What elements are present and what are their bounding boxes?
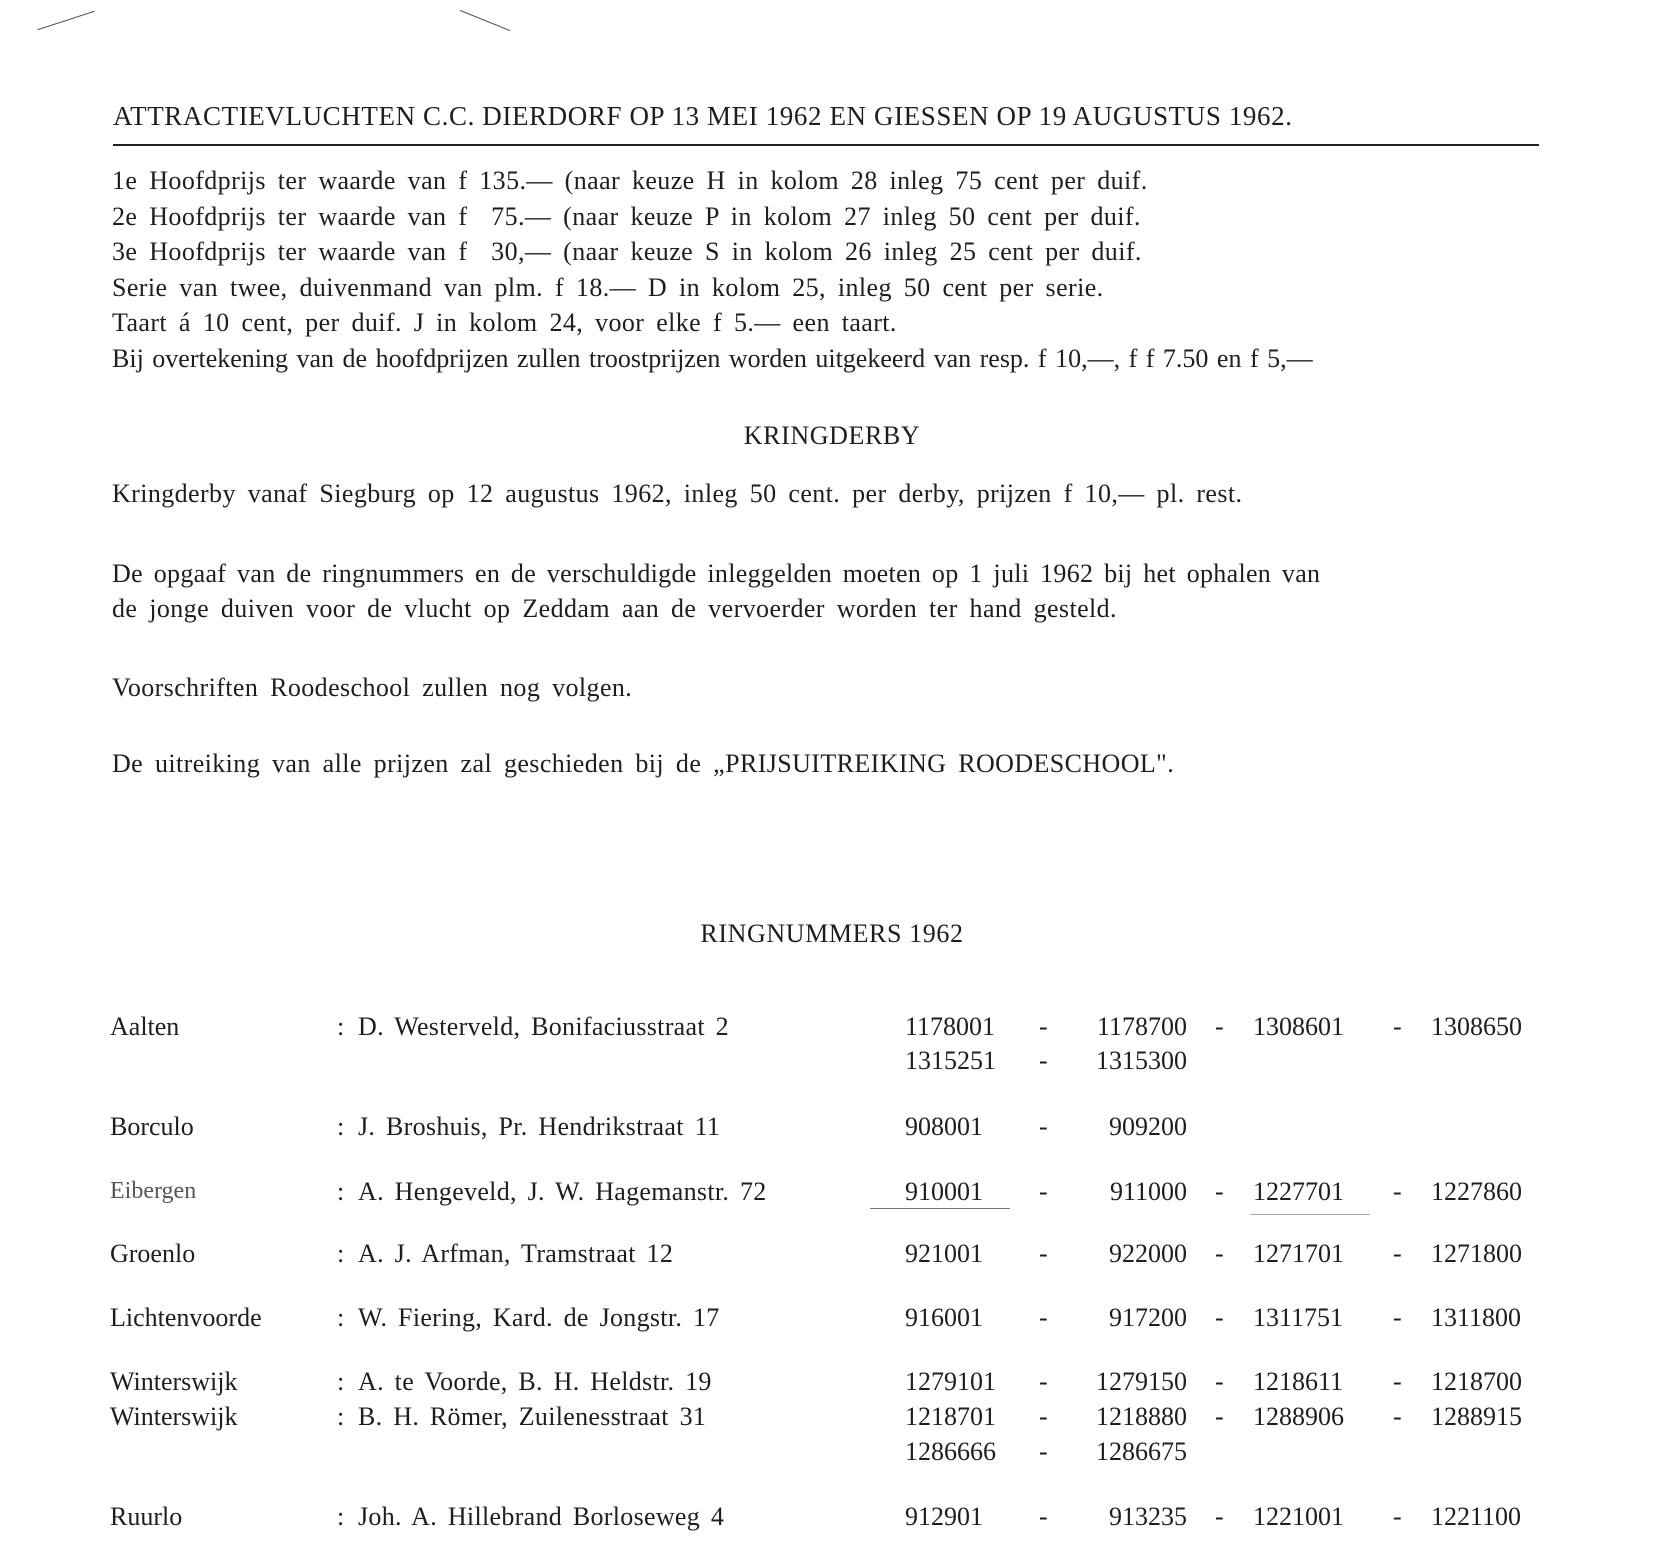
- range-start-cell: 921001: [905, 1239, 983, 1268]
- person-cell: A. Hengeveld, J. W. Hagemanstr. 72: [358, 1177, 767, 1206]
- dash-cell: -: [1039, 1012, 1048, 1041]
- dash-cell: -: [1039, 1046, 1048, 1075]
- table-row: [0, 1109, 1664, 1144]
- range-end-cell: 1218700: [1431, 1367, 1522, 1396]
- dash-cell: -: [1215, 1239, 1224, 1268]
- dash-cell: -: [1215, 1502, 1224, 1531]
- dash-cell: -: [1039, 1303, 1048, 1332]
- opgaaf-paragraph: [112, 556, 1552, 626]
- person-cell: A. J. Arfman, Tramstraat 12: [358, 1239, 674, 1268]
- dash-cell: -: [1393, 1303, 1402, 1332]
- dash-cell: -: [1215, 1303, 1224, 1332]
- range-end-cell: 1178700: [1096, 1012, 1187, 1041]
- place-cell: Lichtenvoorde: [110, 1303, 262, 1332]
- prize-line: Bij overtekening van de hoofdprijzen zullen troostprijzen worden uitgekeerd van resp. f 10,—, f f 7.50 en f 5,—: [112, 343, 1313, 373]
- person-cell: A. te Voorde, B. H. Heldstr. 19: [358, 1367, 712, 1396]
- range-end-cell: 1271800: [1431, 1239, 1522, 1268]
- range-start-cell: 1227701: [1253, 1177, 1344, 1206]
- kringderby-title: KRINGDERBY: [743, 421, 921, 450]
- range-end-cell: 1315300: [1096, 1046, 1187, 1075]
- dash-cell: -: [1393, 1177, 1402, 1206]
- dash-cell: -: [1039, 1437, 1048, 1466]
- person-cell: B. H. Römer, Zuilenesstraat 31: [358, 1402, 707, 1431]
- range-start-cell: 916001: [905, 1303, 983, 1332]
- dash-cell: -: [1039, 1402, 1048, 1431]
- range-start-cell: 1271701: [1253, 1239, 1344, 1268]
- range-start-cell: 1218701: [905, 1402, 996, 1431]
- range-end-cell: 911000: [1109, 1177, 1187, 1206]
- dash-cell: -: [1393, 1402, 1402, 1431]
- opgaaf-line: De opgaaf van de ringnummers en de verschuldigde inleggelden moeten op 1 juli 1962 bij het ophalen van: [112, 559, 1321, 588]
- separator-cell: :: [337, 1177, 345, 1206]
- dash-cell: -: [1039, 1177, 1048, 1206]
- dash-cell: -: [1393, 1239, 1402, 1268]
- range-end-cell: 922000: [1109, 1239, 1187, 1268]
- separator-cell: :: [337, 1367, 345, 1396]
- dash-cell: -: [1039, 1502, 1048, 1531]
- range-start-cell: 1178001: [905, 1012, 996, 1041]
- uitreiking-text: De uitreiking van alle prijzen zal geschieden bij de „PRIJSUITREIKING ROODESCHOOL".: [112, 749, 1175, 778]
- range-end-cell: 917200: [1109, 1303, 1187, 1332]
- place-cell: Borculo: [110, 1112, 194, 1141]
- dash-cell: -: [1039, 1367, 1048, 1396]
- separator-cell: :: [337, 1402, 345, 1431]
- opgaaf-line: de jonge duiven voor de vlucht op Zeddam aan de vervoerder worden ter hand gesteld.: [112, 594, 1117, 623]
- range-start-cell: 1315251: [905, 1046, 996, 1075]
- range-end-cell: 1218880: [1096, 1402, 1187, 1431]
- page-heading: ATTRACTIEVLUCHTEN C.C. DIERDORF OP 13 MEI 1962 EN GIESSEN OP 19 AUGUSTUS 1962.: [113, 101, 1293, 131]
- place-cell: Groenlo: [110, 1239, 196, 1268]
- table-row: [0, 1174, 1664, 1209]
- person-cell: W. Fiering, Kard. de Jongstr. 17: [358, 1303, 720, 1332]
- range-start-cell: 910001: [905, 1177, 983, 1206]
- range-end-cell: 1279150: [1096, 1367, 1187, 1396]
- range-end-cell: 1308650: [1431, 1012, 1522, 1041]
- range-start-cell: 1218611: [1253, 1367, 1344, 1396]
- separator-cell: :: [337, 1112, 345, 1141]
- dash-cell: -: [1039, 1112, 1048, 1141]
- range-start-cell: 1308601: [1253, 1012, 1344, 1041]
- underline-mark: [870, 1208, 1010, 1209]
- dash-cell: -: [1215, 1012, 1224, 1041]
- place-cell: Winterswijk: [110, 1402, 238, 1431]
- range-end-cell: 913235: [1109, 1502, 1187, 1531]
- dash-cell: -: [1215, 1177, 1224, 1206]
- place-cell: Eibergen: [110, 1178, 197, 1204]
- scan-mark: [460, 10, 510, 31]
- prize-line: Serie van twee, duivenmand van plm. f 18.— D in kolom 25, inleg 50 cent per serie.: [112, 272, 1104, 302]
- place-cell: Ruurlo: [110, 1502, 183, 1531]
- range-end-cell: 1227860: [1431, 1177, 1522, 1206]
- table-row: [0, 1236, 1664, 1271]
- range-end-cell: 909200: [1109, 1112, 1187, 1141]
- table-row: [0, 1399, 1664, 1434]
- underline-mark: [1250, 1214, 1370, 1215]
- place-cell: Winterswijk: [110, 1367, 238, 1396]
- prize-line: Taart á 10 cent, per duif. J in kolom 24, voor elke f 5.— een taart.: [112, 308, 897, 337]
- range-start-cell: 912901: [905, 1502, 983, 1531]
- dash-cell: -: [1393, 1367, 1402, 1396]
- prize-list: [112, 163, 1552, 376]
- place-cell: Aalten: [110, 1012, 180, 1041]
- table-row: [0, 1009, 1664, 1044]
- range-start-cell: 1288906: [1253, 1402, 1344, 1431]
- prize-line: 1e Hoofdprijs ter waarde van f 135.— (naar keuze H in kolom 28 inleg 75 cent per duif.: [112, 166, 1148, 195]
- dash-cell: -: [1393, 1502, 1402, 1531]
- table-row: [0, 1499, 1664, 1534]
- range-start-cell: 1279101: [905, 1367, 996, 1396]
- separator-cell: :: [337, 1012, 345, 1041]
- heading-rule: [113, 144, 1539, 146]
- scan-mark: [37, 11, 94, 30]
- range-end-cell: 1311800: [1431, 1303, 1522, 1332]
- range-start-cell: 908001: [905, 1112, 983, 1141]
- table-row: [0, 1300, 1664, 1335]
- range-start-cell: 1221001: [1253, 1502, 1344, 1531]
- dash-cell: -: [1393, 1012, 1402, 1041]
- prize-line: 3e Hoofdprijs ter waarde van f 30,— (naar keuze S in kolom 26 inleg 25 cent per duif.: [112, 237, 1142, 266]
- range-end-cell: 1288915: [1431, 1402, 1522, 1431]
- separator-cell: :: [337, 1502, 345, 1531]
- separator-cell: :: [337, 1239, 345, 1268]
- range-end-cell: 1286675: [1096, 1437, 1187, 1466]
- person-cell: J. Broshuis, Pr. Hendrikstraat 11: [358, 1112, 721, 1141]
- person-cell: D. Westerveld, Bonifaciusstraat 2: [358, 1012, 729, 1041]
- table-row: [0, 1434, 1664, 1469]
- range-start-cell: 1286666: [905, 1437, 996, 1466]
- table-row: [0, 1043, 1664, 1078]
- table-row: [0, 1364, 1664, 1399]
- person-cell: Joh. A. Hillebrand Borloseweg 4: [358, 1502, 725, 1531]
- range-end-cell: 1221100: [1431, 1502, 1522, 1531]
- ringnummers-title: RINGNUMMERS 1962: [700, 919, 964, 948]
- dash-cell: -: [1215, 1402, 1224, 1431]
- voorschriften-text: Voorschriften Roodeschool zullen nog volgen.: [112, 673, 633, 702]
- kringderby-text: Kringderby vanaf Siegburg op 12 augustus 1962, inleg 50 cent. per derby, prijzen f 10,— pl. rest.: [112, 479, 1243, 508]
- dash-cell: -: [1039, 1239, 1048, 1268]
- separator-cell: :: [337, 1303, 345, 1332]
- dash-cell: -: [1215, 1367, 1224, 1396]
- prize-line: 2e Hoofdprijs ter waarde van f 75.— (naar keuze P in kolom 27 inleg 50 cent per duif.: [112, 201, 1141, 231]
- range-start-cell: 1311751: [1253, 1303, 1344, 1332]
